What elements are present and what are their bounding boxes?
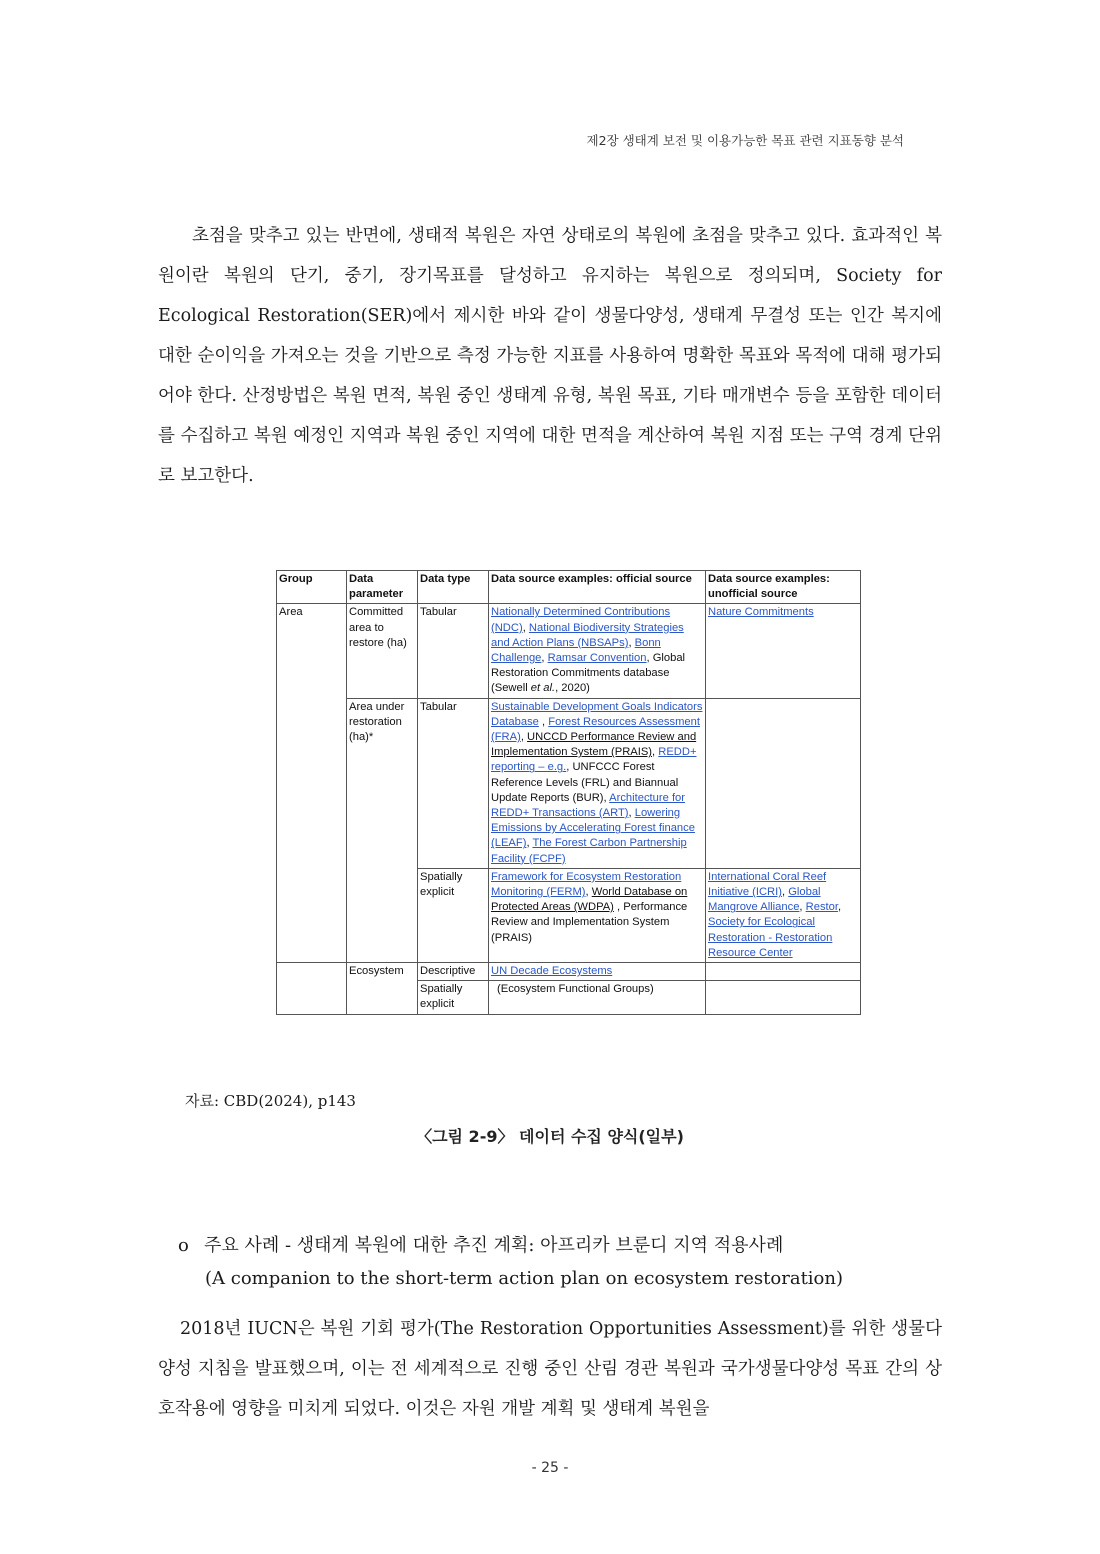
separator: ,	[526, 837, 533, 850]
separator: ,	[585, 886, 592, 899]
unofficial-source-cell	[706, 981, 861, 1014]
data-collection-table-figure	[276, 570, 860, 1015]
separator: ,	[541, 652, 548, 665]
separator: ,	[781, 886, 789, 899]
fra-link[interactable]: Forest Resources Assessment (FRA)	[491, 715, 700, 744]
body-paragraph-1: 초점을 맞추고 있는 반면에, 생태적 복원은 자연 상태로의 복원에 초점을 맞추고 있다. 효과적인 복원이란 복원의 단기, 중기, 장기목표를 달성하고 유지하는 복원으로 정의되며, Society for Ecological Restoration(SER)에서 제시한 바와 같이 생물다양성, 생태계 무결성 또는 인간 복지에 대한 순이익을 가져오는 것을 기반으로 측정 가능한 지표를 사용하여 명확한 목표와 목적에 대해 평가되어야 한다. 산정방법은 복원 면적, 복원 중인 생태계 유형, 복원 목표, 기타 매개변수 등을 포함한 데이터를 수집하고 복원 예정인 지역과 복원 중인 지역에 대한 면적을 계산하여 복원 지점 또는 구역 경계 단위로 보고한다.	[158, 226, 942, 486]
restor-link[interactable]: Restor	[805, 901, 838, 914]
page-number: - 25 -	[531, 1460, 569, 1476]
group-cell-area: Area	[277, 604, 347, 963]
sdg-indicators-link[interactable]: Sustainable Development Goals Indicators Database	[491, 700, 703, 728]
type-cell: Spatially explicit	[418, 981, 489, 1014]
redd-reporting-link[interactable]: REDD+ reporting – e.g.	[491, 746, 697, 774]
official-source-cell: (Ecosystem Functional Groups)	[489, 981, 706, 1014]
prais-text: , Performance Review and Implementation System (PRAIS)	[491, 901, 688, 944]
separator: ,	[628, 636, 635, 649]
ferm-link[interactable]: Framework for Ecosystem Restoration Monitoring (FERM)	[491, 870, 682, 899]
ndc-link[interactable]: Nationally Determined Contributions (NDC)	[491, 606, 671, 634]
case-subtitle: (A companion to the short-term action plan on ecosystem restoration)	[205, 1268, 844, 1289]
separator: ,	[799, 901, 806, 914]
ramsar-convention-link[interactable]: Ramsar Convention	[547, 652, 647, 665]
un-decade-ecosystems-link[interactable]: UN Decade Ecosystems	[491, 965, 613, 978]
figure-caption: 〈그림 2-9〉 데이터 수집 양식(일부)	[416, 1127, 684, 1146]
table-header-row	[277, 571, 861, 604]
prais-link[interactable]: UNCCD Performance Review and Implementation System (PRAIS)	[491, 731, 697, 759]
bullet-marker: o	[178, 1235, 189, 1256]
unofficial-source-cell	[706, 604, 861, 698]
bonn-challenge-link[interactable]: Bonn Challenge	[491, 636, 661, 665]
type-cell: Tabular	[418, 604, 489, 698]
group-cell-empty	[277, 963, 347, 1015]
official-source-cell	[489, 963, 706, 981]
unofficial-source-cell	[706, 868, 861, 962]
source-note: 자료: CBD(2024), p143	[185, 1092, 356, 1110]
icri-link[interactable]: International Coral Reef Initiative (ICRI)	[708, 870, 827, 899]
table-row	[277, 698, 861, 868]
official-source-cell	[489, 868, 706, 962]
ser-resource-center-link[interactable]: Society for Ecological Restoration - Restoration Resource Center	[708, 916, 833, 959]
official-source-cell	[489, 698, 706, 868]
separator: ,	[628, 807, 635, 820]
separator: ,	[520, 731, 528, 744]
unfccc-text: , UNFCCC Forest Reference Levels (FRL) and Biannual Update Reports (BUR),	[491, 761, 679, 804]
separator: ,	[538, 715, 549, 728]
header-unofficial-source: Data source examples: unofficial source	[706, 571, 861, 604]
fcpf-link[interactable]: The Forest Carbon Partnership Facility (FCPF)	[491, 837, 687, 865]
case-title: 주요 사례 - 생태계 복원에 대한 추진 계획: 아프리카 브룬디 지역 적용사례	[204, 1235, 784, 1256]
type-cell: Tabular	[418, 698, 489, 868]
year-text: , 2020)	[555, 682, 590, 695]
unofficial-source-cell	[706, 698, 861, 868]
nature-commitments-link[interactable]: Nature Commitments	[708, 606, 814, 619]
header-official-source: Data source examples: official source	[489, 571, 706, 604]
table-row	[277, 604, 861, 698]
body-paragraph-2: 2018년 IUCN은 복원 기회 평가(The Restoration Opportunities Assessment)를 위한 생물다양성 지침을 발표했으며, 이는 전 세계적으로 진행 중인 산림 경관 복원과 국가생물다양성 목표 간의 상호작용에 영향을 미치게 되었다. 이것은 자원 개발 계획 및 생태계 복원을	[158, 1319, 942, 1419]
type-cell: Spatially explicit	[418, 868, 489, 962]
parameter-cell: Committed area to restore (ha)	[347, 604, 418, 698]
unofficial-source-cell	[706, 963, 861, 981]
running-header: 제2장 생태계 보전 및 이용가능한 목표 관련 지표동향 분석	[586, 133, 904, 148]
header-group: Group	[277, 571, 347, 604]
wdpa-link[interactable]: World Database on Protected Areas (WDPA)	[491, 886, 688, 914]
official-source-cell	[489, 604, 706, 698]
global-restoration-text: , Global Restoration Commitments database (Sewell	[491, 652, 686, 695]
table-row	[277, 963, 861, 981]
separator: ,	[522, 621, 529, 634]
group-cell-ecosystem: Ecosystem	[347, 963, 418, 1015]
header-data-type: Data type	[418, 571, 489, 604]
header-data-parameter: Data parameter	[347, 571, 418, 604]
leaf-link[interactable]: Lowering Emissions by Accelerating Forest finance (LEAF)	[491, 807, 695, 850]
et-al-text: et al.	[530, 682, 556, 695]
type-cell: Descriptive	[418, 963, 489, 981]
separator: ,	[837, 901, 842, 914]
parameter-cell: Area under restoration (ha)*	[347, 698, 418, 962]
data-collection-table	[276, 570, 861, 1015]
separator: ,	[652, 746, 659, 759]
case-bullet	[178, 1233, 783, 1259]
nbsaps-link[interactable]: National Biodiversity Strategies and Action Plans (NBSAPs)	[491, 621, 684, 649]
global-mangrove-alliance-link[interactable]: Global Mangrove Alliance	[708, 886, 821, 914]
art-link[interactable]: Architecture for REDD+ Transactions (ART)	[491, 791, 685, 820]
